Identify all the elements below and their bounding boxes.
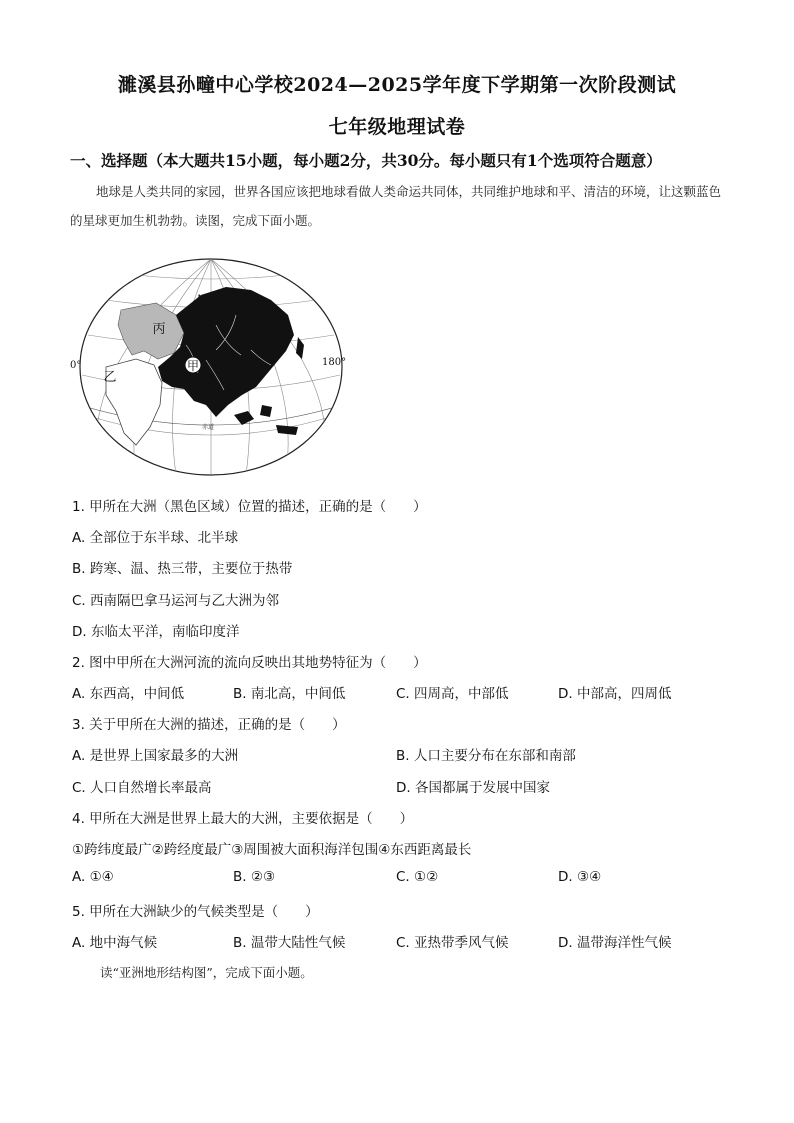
question-5-option-d[interactable]: D. 温带海洋性气候 bbox=[558, 935, 672, 951]
question-5-stem: 5. 甲所在大洲缺少的气候类型是（ ） bbox=[72, 904, 319, 920]
label-yi: 乙 bbox=[103, 370, 117, 385]
question-5-option-a[interactable]: A. 地中海气候 bbox=[72, 935, 158, 951]
question-1-option-a[interactable]: A. 全部位于东半球、北半球 bbox=[72, 530, 239, 546]
label-equator: 赤道 bbox=[202, 424, 215, 431]
asia-globe-map bbox=[66, 255, 356, 480]
question-4-option-c[interactable]: C. ①② bbox=[396, 869, 439, 885]
label-0-degree: 0° bbox=[70, 360, 82, 371]
question-3-option-d[interactable]: D. 各国都属于发展中国家 bbox=[396, 780, 550, 796]
question-3-option-a[interactable]: A. 是世界上国家最多的大洲 bbox=[72, 748, 239, 764]
question-4-option-d[interactable]: D. ③④ bbox=[558, 869, 602, 885]
question-5-option-b[interactable]: B. 温带大陆性气候 bbox=[233, 935, 346, 951]
question-2-option-d[interactable]: D. 中部高，四周低 bbox=[558, 686, 672, 702]
question-2-stem: 2. 图中甲所在大洲河流的流向反映出其地势特征为（ ） bbox=[72, 655, 427, 671]
question-5-option-c[interactable]: C. 亚热带季风气候 bbox=[396, 935, 509, 951]
label-jia: 甲 bbox=[186, 359, 200, 373]
question-4-statements: ①跨纬度最广②跨经度最广③周围被大面积海洋包围④东西距离最长 bbox=[72, 842, 472, 858]
label-north: N bbox=[197, 294, 205, 304]
exam-subtitle: 七年级地理试卷 bbox=[328, 116, 466, 138]
question-1-option-b[interactable]: B. 跨寒、温、热三带，主要位于热带 bbox=[72, 561, 293, 577]
question-2-option-c[interactable]: C. 四周高，中部低 bbox=[396, 686, 509, 702]
question-3-option-c[interactable]: C. 人口自然增长率最高 bbox=[72, 780, 212, 796]
section-heading: 一、选择题（本大题共15小题，每小题2分，共30分。每小题只有1个选项符合题意） bbox=[70, 151, 662, 170]
intro-paragraph-1: 地球是人类共同的家园，世界各国应该把地球看做人类命运共同体，共同维护地球和平、清洁的环境，让这颗蓝色的星球更加生机勃勃。读图，完成下面小题。 bbox=[70, 184, 722, 228]
intro-paragraph-2: 读“亚洲地形结构图”，完成下面小题。 bbox=[100, 965, 313, 980]
question-4-option-b[interactable]: B. ②③ bbox=[233, 869, 276, 885]
label-bing: 丙 bbox=[152, 322, 166, 337]
question-2-option-b[interactable]: B. 南北高，中间低 bbox=[233, 686, 346, 702]
exam-title: 濉溪县孙疃中心学校2024—2025学年度下学期第一次阶段测试 bbox=[117, 74, 677, 96]
question-4-option-a[interactable]: A. ①④ bbox=[72, 869, 114, 885]
question-1-option-d[interactable]: D. 东临太平洋，南临印度洋 bbox=[72, 624, 240, 640]
question-1-stem: 1. 甲所在大洲（黑色区域）位置的描述，正确的是（ ） bbox=[72, 499, 427, 515]
question-1-option-c[interactable]: C. 西南隔巴拿马运河与乙大洲为邻 bbox=[72, 593, 280, 609]
question-3-option-b[interactable]: B. 人口主要分布在东部和南部 bbox=[396, 748, 576, 764]
question-2-option-a[interactable]: A. 东西高，中间低 bbox=[72, 686, 185, 702]
question-3-stem: 3. 关于甲所在大洲的描述，正确的是（ ） bbox=[72, 717, 346, 733]
label-180-degree: 180° bbox=[322, 357, 347, 368]
question-4-stem: 4. 甲所在大洲是世界上最大的大洲，主要依据是（ ） bbox=[72, 811, 414, 827]
